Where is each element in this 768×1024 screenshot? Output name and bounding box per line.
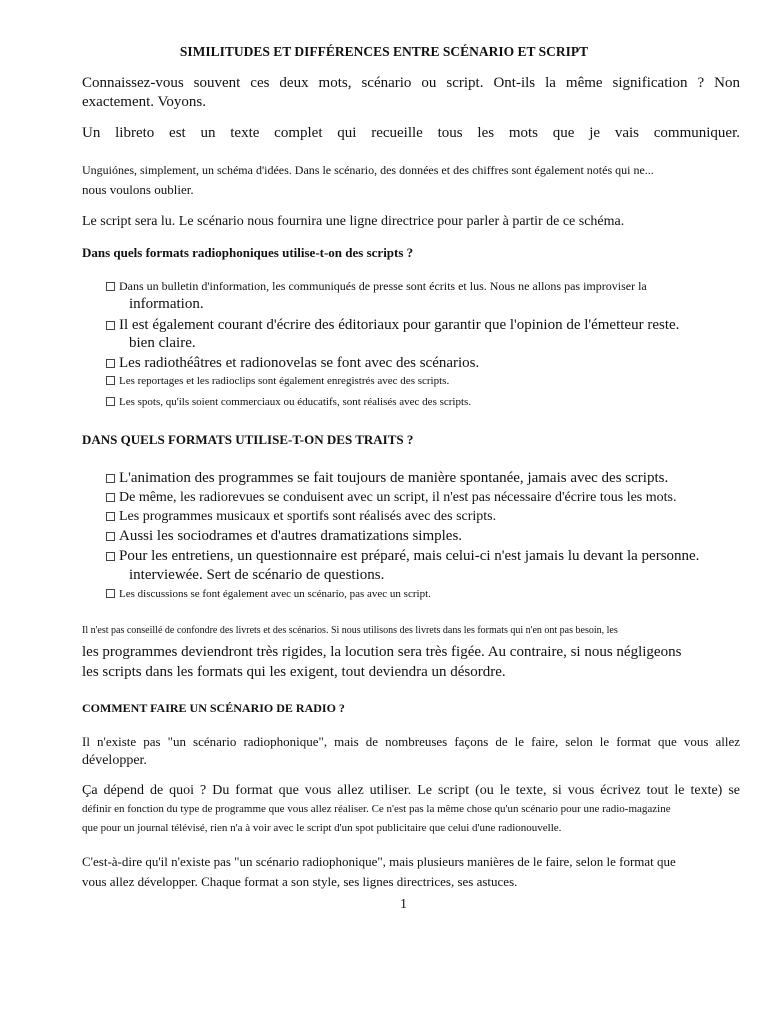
checkbox-bullet-icon [106, 552, 115, 561]
section3-p2-line-2: définir en fonction du type de programme que vous allez réaliser. Ce n'est pas la même chose qu'un scénario pour une radio-magazine [82, 803, 671, 815]
section3-p3-line-2: vous allez développer. Chaque format a son style, ses lignes directrices, ses astuces. [82, 874, 518, 889]
script-read-paragraph: Le script sera lu. Le scénario nous fournira une ligne directrice pour parler à partir de ce schéma. [82, 214, 625, 229]
page-number: 1 [400, 897, 407, 912]
checkbox-bullet-icon [106, 282, 115, 291]
unguiones-line-2: nous voulons oublier. [82, 182, 194, 197]
section3-p1-line-1: Il n'existe pas "un scénario radiophonique", mais de nombreuses façons de le faire, selon le format que vous allez [82, 734, 740, 749]
section1-item-1: Dans un bulletin d'information, les communiqués de presse sont écrits et lus. Nous ne allons pas improviser la [106, 280, 647, 292]
warning-line-3: les scripts dans les formats qui les exigent, tout deviendra un désordre. [82, 664, 506, 680]
section2-item-2: De même, les radiorevues se conduisent avec un script, il n'est pas nécessaire d'écrire tous les mots. [106, 491, 676, 505]
section3-p2-line-3: que pour un journal télévisé, rien n'a à voir avec le script d'un spot publicitaire que celui d'une radionouvelle. [82, 822, 562, 834]
section1-item-5: Les spots, qu'ils soient commerciaux ou éducatifs, sont réalisés avec des scripts. [106, 397, 471, 408]
checkbox-bullet-icon [106, 359, 115, 368]
section2-item-5-cont: interviewée. Sert de scénario de questions. [129, 567, 385, 583]
checkbox-bullet-icon [106, 532, 115, 541]
section3-p2-line-1: Ça dépend de quoi ? Du format que vous allez utiliser. Le script (ou le texte, si vous écrivez tout le texte) se [82, 783, 740, 798]
checkbox-bullet-icon [106, 512, 115, 521]
section2-item-6: Les discussions se font également avec un scénario, pas avec un script. [106, 589, 431, 600]
section2-item-5: Pour les entretiens, un questionnaire est préparé, mais celui-ci n'est jamais lu devant la personne. [106, 549, 699, 564]
section1-heading: Dans quels formats radiophoniques utilise-t-on des scripts ? [82, 245, 414, 260]
section1-item-3: Les radiothéâtres et radionovelas se font avec des scénarios. [106, 356, 479, 371]
intro-line-2: exactement. Voyons. [82, 94, 207, 110]
section3-p1-line-2: développer. [82, 753, 147, 768]
intro-line-1: Connaissez-vous souvent ces deux mots, scénario ou script. Ont-ils la même signification ? Non [82, 75, 740, 91]
checkbox-bullet-icon [106, 474, 115, 483]
checkbox-bullet-icon [106, 376, 115, 385]
section2-item-4: Aussi les sociodrames et d'autres dramatizations simples. [106, 529, 462, 544]
unguiones-line-1: Unguiónes, simplement, un schéma d'idées. Dans le scénario, des données et des chiffres sont également notés qui ne... [82, 163, 654, 177]
section3-p3-line-1: C'est-à-dire qu'il n'existe pas "un scénario radiophonique", mais plusieurs manières de le faire, selon le format que [82, 854, 676, 869]
section1-item-2-cont: bien claire. [129, 335, 196, 351]
section2-item-1: L'animation des programmes se fait toujours de manière spontanée, jamais avec des scripts. [106, 471, 668, 486]
checkbox-bullet-icon [106, 397, 115, 406]
section2-heading: DANS QUELS FORMATS UTILISE-T-ON DES TRAITS ? [82, 432, 414, 447]
section1-item-2: Il est également courant d'écrire des éditoriaux pour garantir que l'opinion de l'émetteur reste. [106, 318, 679, 333]
checkbox-bullet-icon [106, 321, 115, 330]
section1-item-1-cont: information. [129, 296, 204, 312]
section1-item-4: Les reportages et les radioclips sont également enregistrés avec des scripts. [106, 376, 449, 387]
warning-line-2: les programmes deviendront très rigides, la locution sera très figée. Au contraire, si nous négligeons [82, 644, 682, 660]
section2-item-3: Les programmes musicaux et sportifs sont réalisés avec des scripts. [106, 510, 496, 524]
section3-heading: COMMENT FAIRE UN SCÉNARIO DE RADIO ? [82, 701, 345, 715]
warning-line-1: Il n'est pas conseillé de confondre des livrets et des scénarios. Si nous utilisons des livrets dans les formats qui n'en ont pas besoin, les [82, 625, 618, 636]
checkbox-bullet-icon [106, 589, 115, 598]
page-title: SIMILITUDES ET DIFFÉRENCES ENTRE SCÉNARIO ET SCRIPT [179, 44, 589, 59]
libreto-paragraph: Un libreto est un texte complet qui recueille tous les mots que je vais communiquer. [82, 125, 740, 141]
checkbox-bullet-icon [106, 493, 115, 502]
